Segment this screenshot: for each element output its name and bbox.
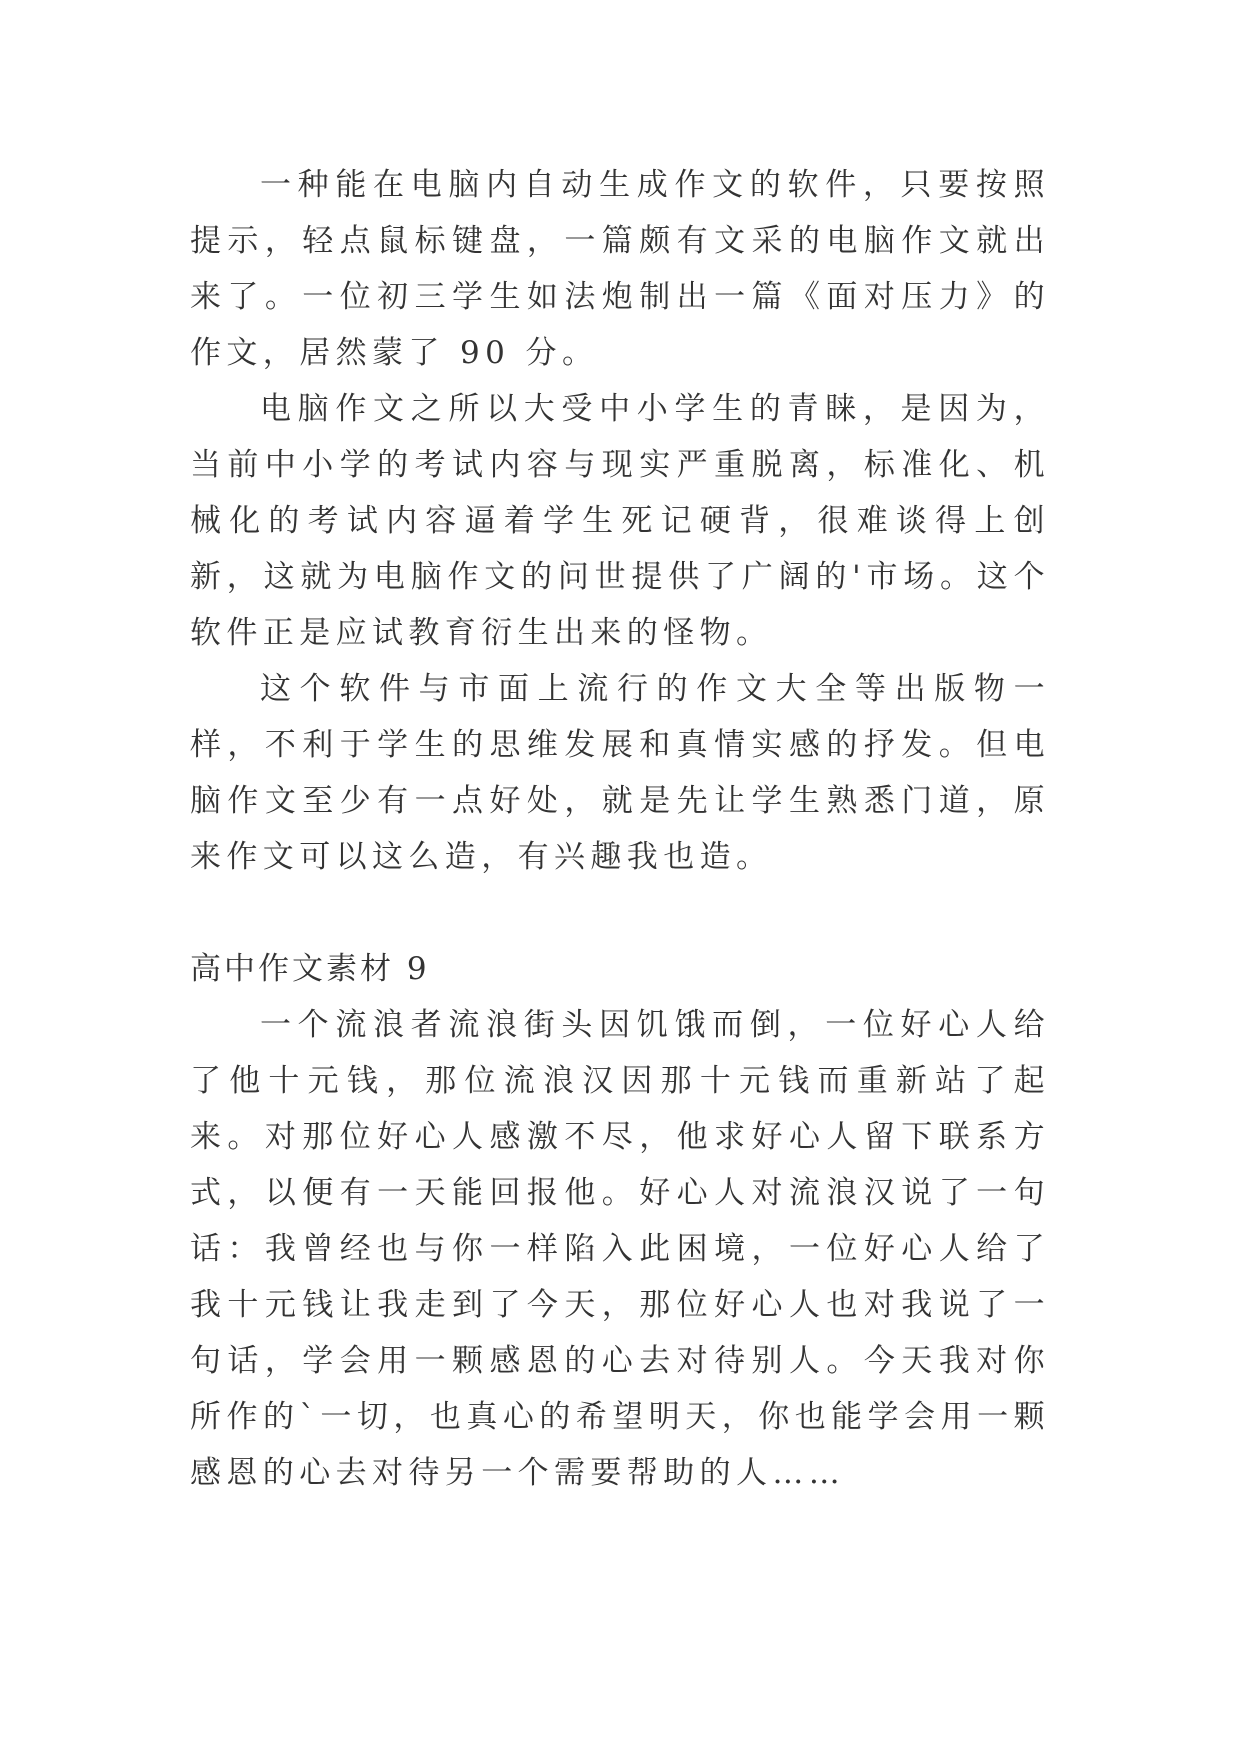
paragraph-why-popular: 电脑作文之所以大受中小学生的青睐，是因为，当前中小学的考试内容与现实严重脱离，标准化、机械化的考试内容逼着学生死记硬背，很难谈得上创新，这就为电脑作文的问世提供了广阔的'市场。这个软件正是应试教育衍生出来的怪物。 <box>190 391 1050 651</box>
paragraph-drawbacks: 这个软件与市面上流行的作文大全等出版物一样，不利于学生的思维发展和真情实感的抒发。但电脑作文至少有一点好处，就是先让学生熟悉门道，原来作文可以这么造，有兴趣我也造。 <box>190 671 1050 875</box>
document-body <box>190 157 1050 1501</box>
paragraph-vagrant-story: 一个流浪者流浪街头因饥饿而倒，一位好心人给了他十元钱，那位流浪汉因那十元钱而重新站了起来。对那位好心人感激不尽，他求好心人留下联系方式，以便有一天能回报他。好心人对流浪汉说了一句话：我曾经也与你一样陷入此困境，一位好心人给了我十元钱让我走到了今天，那位好心人也对我说了一句话，学会用一颗感恩的心去对待别人。今天我对你所作的`一切，也真心的希望明天，你也能学会用一颗感恩的心去对待另一个需要帮助的人…… <box>190 1007 1050 1491</box>
section-title: 高中作文素材 9 <box>190 951 430 987</box>
paragraph-computer-essay-software: 一种能在电脑内自动生成作文的软件，只要按照提示，轻点鼠标键盘，一篇颇有文采的电脑作文就出来了。一位初三学生如法炮制出一篇《面对压力》的作文，居然蒙了 90 分。 <box>190 167 1050 371</box>
